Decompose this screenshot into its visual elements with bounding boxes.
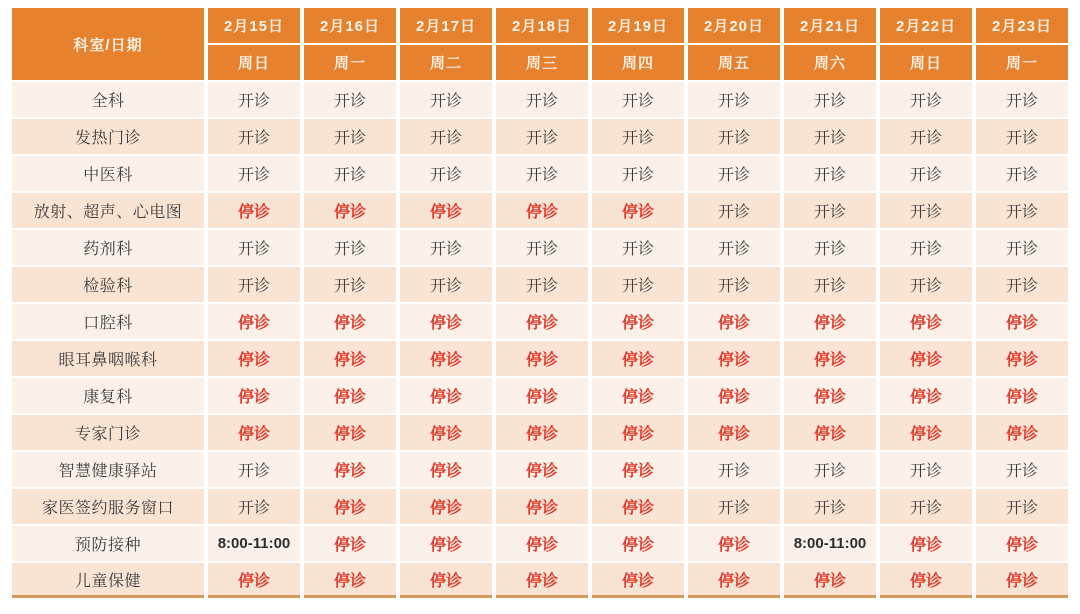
status-cell: 开诊	[976, 267, 1068, 302]
table-row	[12, 341, 1068, 376]
status-cell: 开诊	[208, 119, 300, 154]
status-cell: 开诊	[208, 489, 300, 524]
status-cell: 停诊	[976, 304, 1068, 339]
status-cell: 开诊	[688, 156, 780, 191]
status-cell: 开诊	[304, 82, 396, 117]
status-cell: 停诊	[688, 341, 780, 376]
status-cell: 停诊	[976, 341, 1068, 376]
table-row	[12, 156, 1068, 191]
status-cell: 停诊	[400, 304, 492, 339]
status-cell: 开诊	[496, 230, 588, 265]
status-cell: 停诊	[784, 341, 876, 376]
department-label: 检验科	[12, 267, 204, 302]
col-header-weekday: 周四	[592, 45, 684, 80]
status-cell: 停诊	[208, 304, 300, 339]
status-cell: 开诊	[592, 82, 684, 117]
department-label: 口腔科	[12, 304, 204, 339]
status-cell: 开诊	[592, 156, 684, 191]
department-label: 放射、超声、心电图	[12, 193, 204, 228]
status-cell: 停诊	[400, 193, 492, 228]
status-cell: 开诊	[208, 452, 300, 487]
status-cell: 停诊	[400, 378, 492, 413]
col-header-date: 2月23日	[976, 8, 1068, 43]
col-header-date: 2月16日	[304, 8, 396, 43]
status-cell: 停诊	[880, 341, 972, 376]
col-header-weekday: 周一	[304, 45, 396, 80]
col-header-date: 2月20日	[688, 8, 780, 43]
status-cell: 停诊	[880, 526, 972, 561]
status-cell: 开诊	[304, 267, 396, 302]
status-cell: 开诊	[400, 82, 492, 117]
status-cell: 停诊	[592, 378, 684, 413]
status-cell: 停诊	[592, 193, 684, 228]
table-row	[12, 230, 1068, 265]
status-cell: 开诊	[496, 267, 588, 302]
status-cell: 停诊	[208, 415, 300, 450]
col-header-date: 2月21日	[784, 8, 876, 43]
status-cell: 开诊	[400, 156, 492, 191]
col-header-weekday: 周三	[496, 45, 588, 80]
status-cell: 开诊	[976, 230, 1068, 265]
col-header-weekday: 周日	[208, 45, 300, 80]
status-cell: 开诊	[784, 489, 876, 524]
status-cell: 开诊	[784, 452, 876, 487]
table-row	[12, 378, 1068, 413]
department-label: 眼耳鼻咽喉科	[12, 341, 204, 376]
status-cell: 停诊	[400, 452, 492, 487]
status-cell: 停诊	[880, 304, 972, 339]
status-cell: 停诊	[208, 193, 300, 228]
department-label: 儿童保健	[12, 563, 204, 598]
status-cell: 开诊	[784, 230, 876, 265]
status-cell: 停诊	[592, 304, 684, 339]
status-cell: 停诊	[592, 526, 684, 561]
status-cell: 停诊	[400, 415, 492, 450]
status-cell: 停诊	[304, 193, 396, 228]
department-label: 家医签约服务窗口	[12, 489, 204, 524]
status-cell: 开诊	[592, 267, 684, 302]
status-cell: 开诊	[880, 82, 972, 117]
status-cell: 停诊	[880, 378, 972, 413]
status-cell: 停诊	[400, 526, 492, 561]
header-date-row	[12, 8, 1068, 43]
table-row	[12, 193, 1068, 228]
department-label: 智慧健康驿站	[12, 452, 204, 487]
status-cell: 开诊	[496, 82, 588, 117]
status-cell: 开诊	[208, 267, 300, 302]
col-header-weekday: 周一	[976, 45, 1068, 80]
status-cell: 停诊	[208, 341, 300, 376]
schedule-table	[8, 6, 1072, 600]
status-cell: 开诊	[496, 119, 588, 154]
status-cell: 开诊	[880, 156, 972, 191]
table-row	[12, 526, 1068, 561]
status-cell: 开诊	[976, 119, 1068, 154]
status-cell: 停诊	[592, 415, 684, 450]
status-cell: 开诊	[400, 230, 492, 265]
status-cell: 开诊	[208, 230, 300, 265]
status-cell: 开诊	[784, 193, 876, 228]
status-cell: 开诊	[880, 193, 972, 228]
table-row	[12, 119, 1068, 154]
status-cell: 开诊	[304, 119, 396, 154]
status-cell: 停诊	[304, 563, 396, 598]
status-cell: 开诊	[880, 119, 972, 154]
schedule-body	[12, 82, 1068, 598]
table-row	[12, 304, 1068, 339]
status-cell: 开诊	[304, 230, 396, 265]
status-cell: 停诊	[208, 378, 300, 413]
table-row	[12, 452, 1068, 487]
table-row	[12, 489, 1068, 524]
status-cell: 停诊	[688, 415, 780, 450]
status-cell: 开诊	[880, 267, 972, 302]
status-cell: 开诊	[976, 489, 1068, 524]
status-cell: 停诊	[496, 489, 588, 524]
status-cell: 开诊	[784, 267, 876, 302]
status-cell: 停诊	[496, 415, 588, 450]
col-header-date: 2月22日	[880, 8, 972, 43]
status-cell: 开诊	[592, 119, 684, 154]
status-cell: 停诊	[688, 304, 780, 339]
col-header-date: 2月15日	[208, 8, 300, 43]
status-cell: 开诊	[496, 156, 588, 191]
table-row	[12, 563, 1068, 598]
status-cell: 停诊	[304, 452, 396, 487]
status-cell: 停诊	[592, 452, 684, 487]
status-cell: 开诊	[688, 267, 780, 302]
status-cell: 停诊	[208, 563, 300, 598]
status-cell: 停诊	[784, 415, 876, 450]
status-cell: 停诊	[688, 563, 780, 598]
status-cell: 停诊	[496, 193, 588, 228]
status-cell: 停诊	[784, 304, 876, 339]
status-cell: 开诊	[688, 489, 780, 524]
status-cell: 开诊	[688, 193, 780, 228]
status-cell: 停诊	[400, 341, 492, 376]
status-cell: 停诊	[592, 489, 684, 524]
status-cell: 停诊	[496, 341, 588, 376]
col-header-date: 2月17日	[400, 8, 492, 43]
status-cell: 停诊	[304, 304, 396, 339]
department-label: 发热门诊	[12, 119, 204, 154]
status-cell: 开诊	[784, 82, 876, 117]
status-cell: 开诊	[784, 119, 876, 154]
status-cell: 开诊	[880, 489, 972, 524]
col-header-weekday: 周日	[880, 45, 972, 80]
status-cell: 开诊	[592, 230, 684, 265]
corner-header: 科室/日期	[12, 8, 204, 80]
col-header-date: 2月18日	[496, 8, 588, 43]
department-label: 专家门诊	[12, 415, 204, 450]
department-label: 全科	[12, 82, 204, 117]
status-cell: 开诊	[688, 230, 780, 265]
table-row	[12, 415, 1068, 450]
status-cell: 开诊	[688, 82, 780, 117]
status-cell: 停诊	[496, 378, 588, 413]
table-row	[12, 267, 1068, 302]
status-cell: 开诊	[976, 452, 1068, 487]
table-header	[12, 8, 1068, 80]
status-cell: 开诊	[688, 452, 780, 487]
status-cell: 停诊	[304, 526, 396, 561]
status-cell: 8:00-11:00	[208, 526, 300, 561]
status-cell: 停诊	[976, 378, 1068, 413]
status-cell: 8:00-11:00	[784, 526, 876, 561]
status-cell: 停诊	[688, 378, 780, 413]
status-cell: 停诊	[496, 304, 588, 339]
status-cell: 开诊	[976, 156, 1068, 191]
table-row	[12, 82, 1068, 117]
status-cell: 停诊	[880, 415, 972, 450]
status-cell: 开诊	[400, 267, 492, 302]
status-cell: 停诊	[400, 563, 492, 598]
status-cell: 开诊	[784, 156, 876, 191]
status-cell: 停诊	[880, 563, 972, 598]
status-cell: 开诊	[304, 156, 396, 191]
department-label: 康复科	[12, 378, 204, 413]
status-cell: 停诊	[976, 526, 1068, 561]
status-cell: 停诊	[976, 415, 1068, 450]
col-header-weekday: 周六	[784, 45, 876, 80]
col-header-weekday: 周二	[400, 45, 492, 80]
status-cell: 停诊	[496, 452, 588, 487]
status-cell: 停诊	[784, 563, 876, 598]
status-cell: 开诊	[976, 193, 1068, 228]
status-cell: 开诊	[880, 452, 972, 487]
col-header-date: 2月19日	[592, 8, 684, 43]
status-cell: 停诊	[304, 378, 396, 413]
status-cell: 开诊	[208, 156, 300, 191]
status-cell: 停诊	[976, 563, 1068, 598]
status-cell: 停诊	[496, 526, 588, 561]
status-cell: 停诊	[784, 378, 876, 413]
status-cell: 停诊	[400, 489, 492, 524]
status-cell: 停诊	[592, 563, 684, 598]
status-cell: 停诊	[496, 563, 588, 598]
department-label: 预防接种	[12, 526, 204, 561]
status-cell: 开诊	[976, 82, 1068, 117]
department-label: 中医科	[12, 156, 204, 191]
department-label: 药剂科	[12, 230, 204, 265]
status-cell: 停诊	[688, 526, 780, 561]
status-cell: 停诊	[304, 341, 396, 376]
status-cell: 开诊	[880, 230, 972, 265]
status-cell: 停诊	[592, 341, 684, 376]
status-cell: 开诊	[400, 119, 492, 154]
status-cell: 开诊	[688, 119, 780, 154]
status-cell: 停诊	[304, 489, 396, 524]
col-header-weekday: 周五	[688, 45, 780, 80]
status-cell: 开诊	[208, 82, 300, 117]
status-cell: 停诊	[304, 415, 396, 450]
